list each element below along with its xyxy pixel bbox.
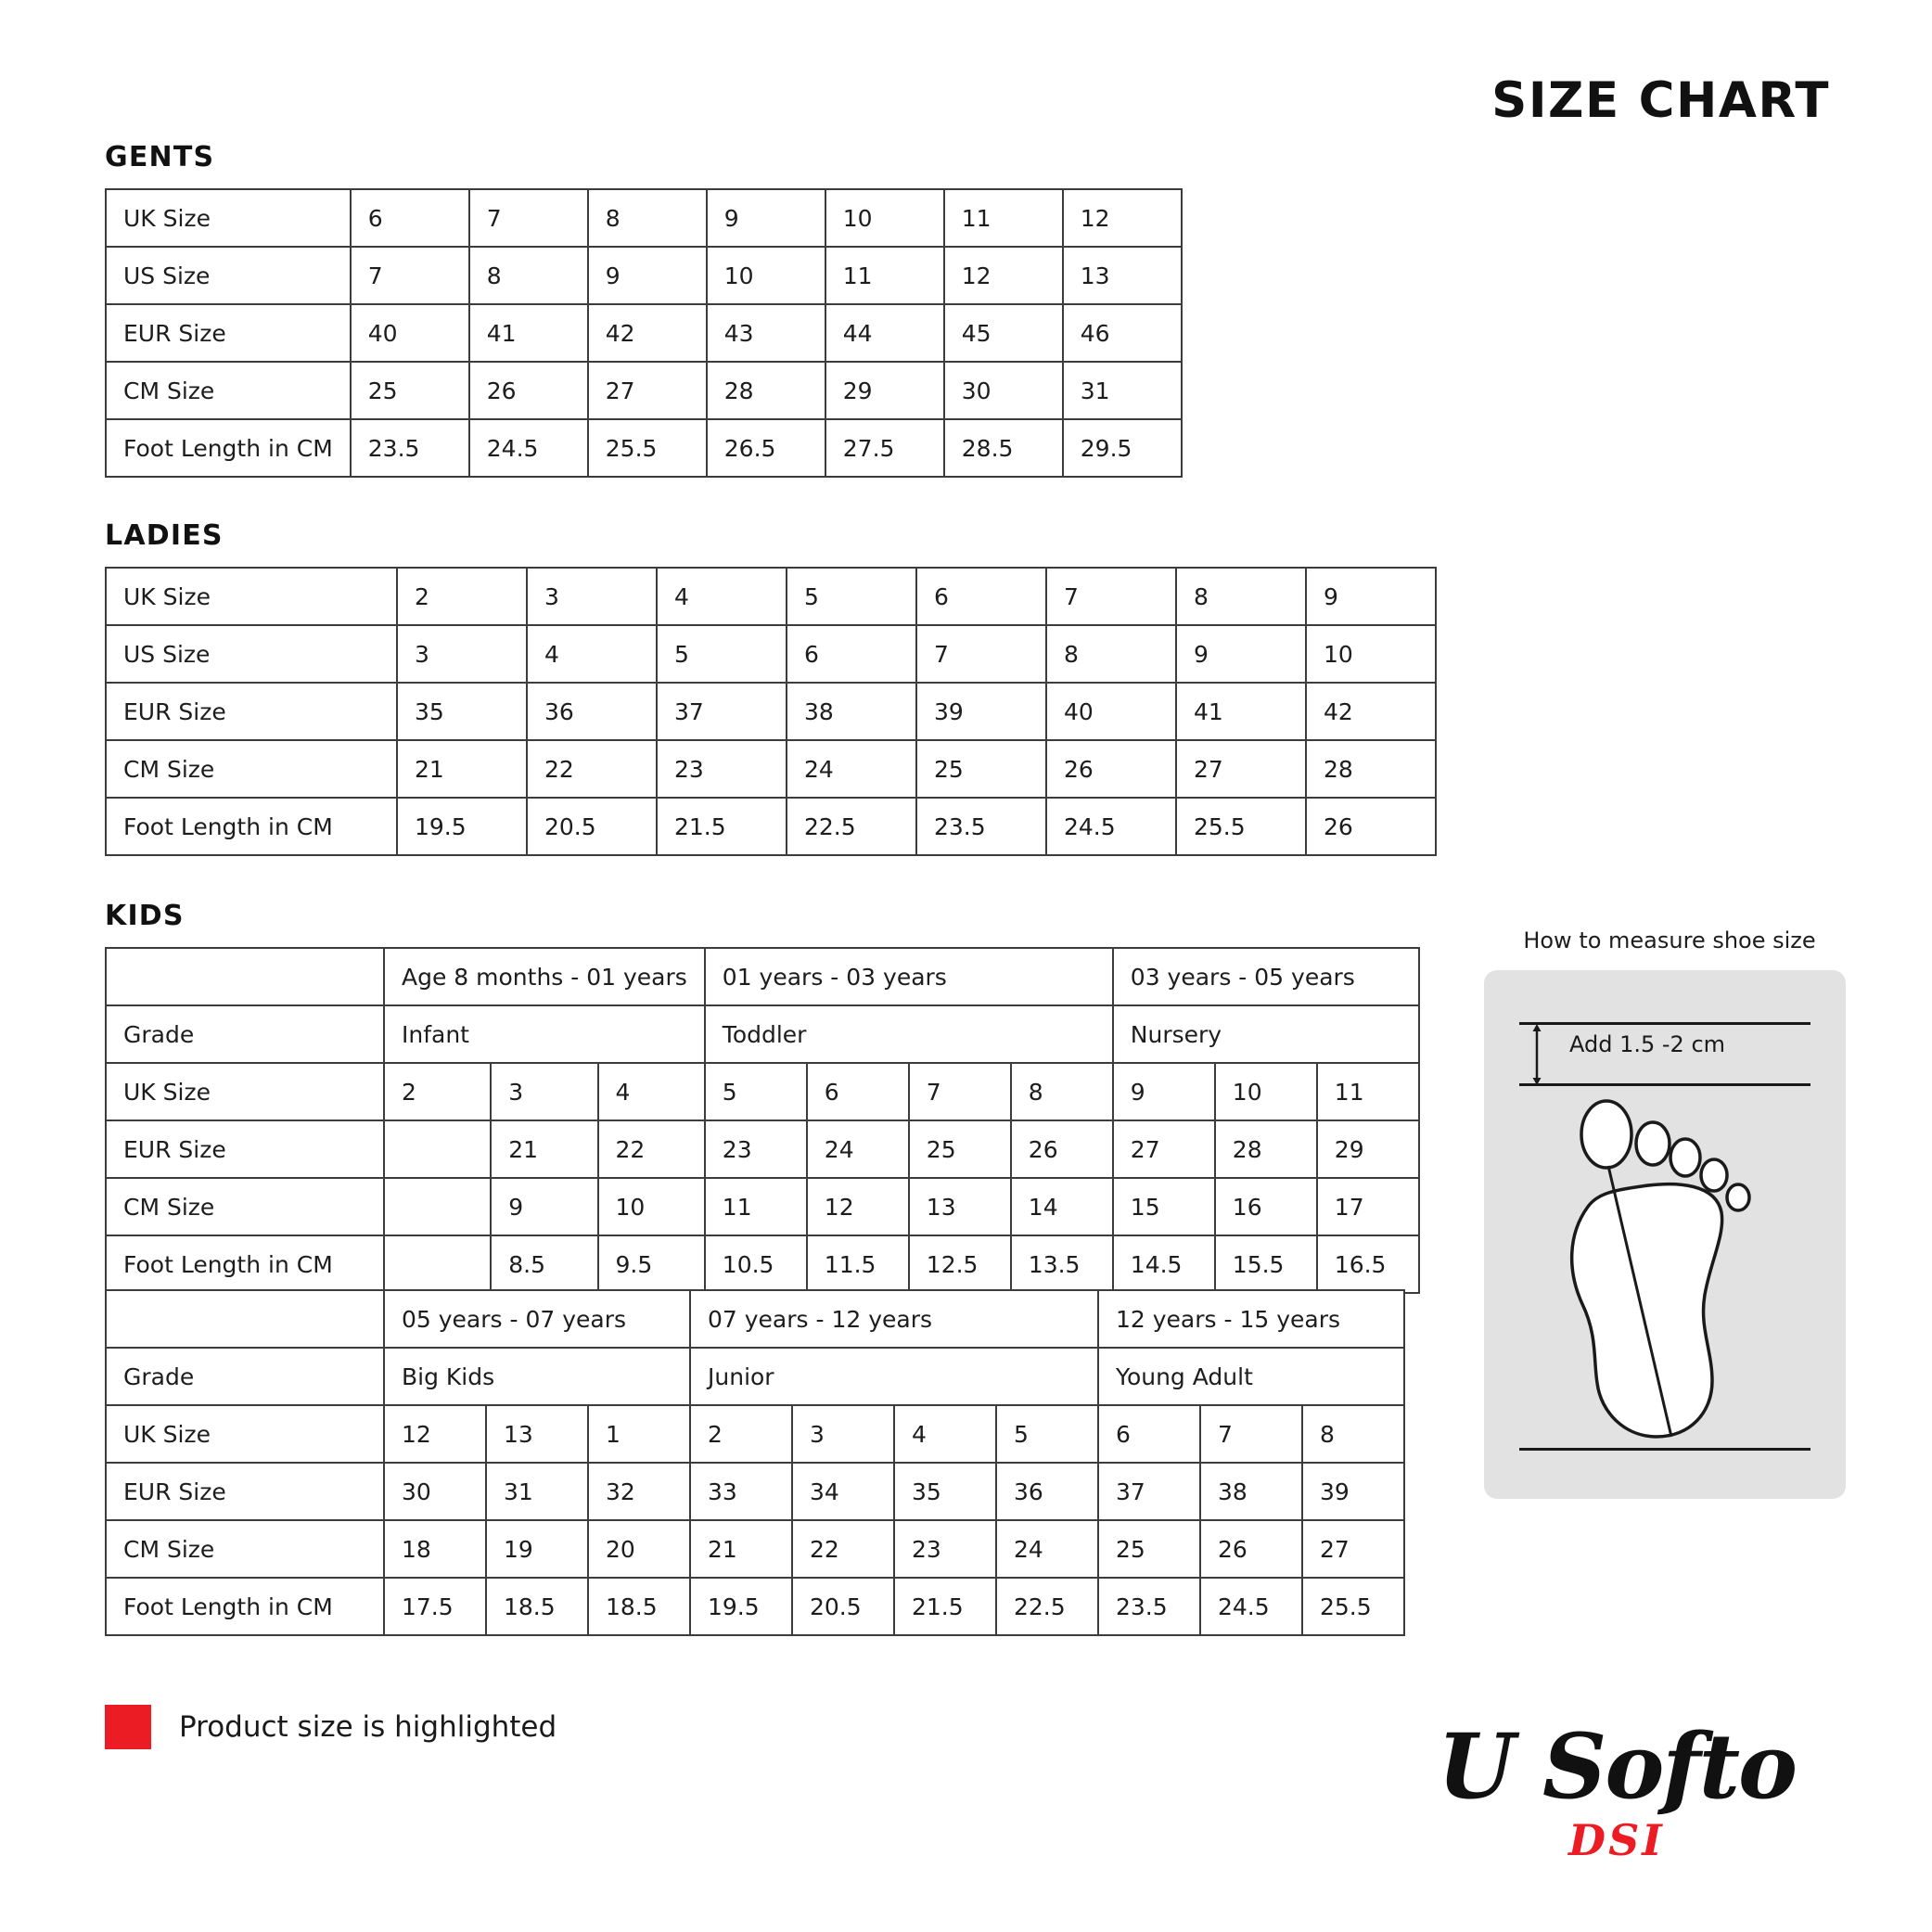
kids-young-cell: 10	[1215, 1063, 1317, 1120]
gents-row-label: UK Size	[106, 189, 351, 247]
kids-heading: KIDS	[105, 900, 185, 932]
ladies-cell: 23.5	[916, 798, 1046, 855]
kids-young-grade: Nursery	[1113, 1005, 1419, 1063]
legend-label: Product size is highlighted	[179, 1710, 557, 1744]
kids-older-cell: 35	[894, 1463, 996, 1520]
ladies-cell: 21	[397, 740, 527, 798]
kids-older-cell: 18	[384, 1520, 486, 1578]
kids-older-grade-label: Grade	[106, 1348, 384, 1405]
kids-older-grade: Young Adult	[1098, 1348, 1404, 1405]
gents-cell: 7	[469, 189, 588, 247]
kids-young-cell: 16.5	[1317, 1235, 1419, 1293]
ladies-cell: 39	[916, 683, 1046, 740]
gents-cell: 24.5	[469, 419, 588, 477]
table-row	[106, 740, 1436, 798]
kids-young-cell: 10	[598, 1178, 705, 1235]
gents-cell: 23.5	[351, 419, 469, 477]
kids-young-cell: 12	[807, 1178, 909, 1235]
measure-panel	[1484, 928, 1855, 1499]
ladies-cell: 40	[1046, 683, 1176, 740]
kids-older-age-group: 07 years - 12 years	[690, 1290, 1098, 1348]
footprint-icon	[1540, 1095, 1790, 1448]
gents-cell: 42	[588, 304, 707, 362]
table-row	[106, 419, 1182, 477]
kids-young-cell: 15.5	[1215, 1235, 1317, 1293]
kids-older-cell: 7	[1200, 1405, 1302, 1463]
kids-table-older	[105, 1289, 1405, 1636]
gents-cell: 40	[351, 304, 469, 362]
gents-cell: 29	[825, 362, 944, 419]
brand-subname: DSI	[1568, 1815, 1665, 1865]
ladies-cell: 25	[916, 740, 1046, 798]
kids-older-cell: 20.5	[792, 1578, 894, 1635]
gents-cell: 12	[944, 247, 1063, 304]
gents-cell: 9	[588, 247, 707, 304]
table-row	[106, 1063, 1419, 1120]
kids-young-grade-label: Grade	[106, 1005, 384, 1063]
ladies-cell: 42	[1306, 683, 1436, 740]
kids-older-cell: 8	[1302, 1405, 1404, 1463]
table-row	[106, 948, 1419, 1005]
kids-older-cell: 19.5	[690, 1578, 792, 1635]
kids-older-cell: 13	[486, 1405, 588, 1463]
gents-cell: 10	[707, 247, 825, 304]
gents-row-label: US Size	[106, 247, 351, 304]
kids-older-cell: 37	[1098, 1463, 1200, 1520]
kids-older-cell: 2	[690, 1405, 792, 1463]
gents-cell: 27.5	[825, 419, 944, 477]
gents-cell: 30	[944, 362, 1063, 419]
kids-young-row-label: CM Size	[106, 1178, 384, 1235]
table-row	[106, 304, 1182, 362]
gents-row-label: CM Size	[106, 362, 351, 419]
gents-cell: 28.5	[944, 419, 1063, 477]
gents-cell: 12	[1063, 189, 1182, 247]
kids-young-cell: 6	[807, 1063, 909, 1120]
ladies-heading: LADIES	[105, 519, 224, 552]
table-row	[106, 247, 1182, 304]
kids-older-cell: 32	[588, 1463, 690, 1520]
ladies-cell: 8	[1176, 568, 1306, 625]
ladies-cell: 37	[657, 683, 787, 740]
table-row	[106, 1005, 1419, 1063]
kids-older-cell: 27	[1302, 1520, 1404, 1578]
kids-young-cell: 25	[909, 1120, 1011, 1178]
kids-older-cell: 20	[588, 1520, 690, 1578]
ladies-cell: 19.5	[397, 798, 527, 855]
ladies-cell: 28	[1306, 740, 1436, 798]
table-row	[106, 683, 1436, 740]
gents-cell: 9	[707, 189, 825, 247]
kids-older-cell: 21	[690, 1520, 792, 1578]
ladies-cell: 41	[1176, 683, 1306, 740]
ladies-cell: 2	[397, 568, 527, 625]
kids-older-cell: 26	[1200, 1520, 1302, 1578]
gents-cell: 44	[825, 304, 944, 362]
kids-older-cell: 31	[486, 1463, 588, 1520]
gents-cell: 6	[351, 189, 469, 247]
gents-cell: 11	[944, 189, 1063, 247]
kids-young-cell: 13.5	[1011, 1235, 1113, 1293]
kids-older-row-label: EUR Size	[106, 1463, 384, 1520]
kids-older-cell: 4	[894, 1405, 996, 1463]
kids-older-cell: 21.5	[894, 1578, 996, 1635]
kids-young-cell: 8	[1011, 1063, 1113, 1120]
ladies-cell: 3	[527, 568, 657, 625]
ladies-table	[105, 567, 1437, 856]
kids-older-age-group: 05 years - 07 years	[384, 1290, 690, 1348]
ladies-cell: 26	[1306, 798, 1436, 855]
gents-cell: 25	[351, 362, 469, 419]
kids-section-older	[105, 1289, 1405, 1636]
kids-older-row-label: CM Size	[106, 1520, 384, 1578]
ladies-row-label: UK Size	[106, 568, 397, 625]
kids-older-cell: 12	[384, 1405, 486, 1463]
kids-older-cell: 6	[1098, 1405, 1200, 1463]
table-row	[106, 625, 1436, 683]
gents-cell: 25.5	[588, 419, 707, 477]
ladies-cell: 26	[1046, 740, 1176, 798]
gents-cell: 8	[469, 247, 588, 304]
ladies-cell: 22.5	[787, 798, 916, 855]
kids-young-cell: 4	[598, 1063, 705, 1120]
gents-section	[105, 141, 1183, 478]
kids-young-cell: 7	[909, 1063, 1011, 1120]
kids-young-cell	[384, 1235, 491, 1293]
ladies-cell: 7	[916, 625, 1046, 683]
table-row	[106, 1235, 1419, 1293]
kids-older-cell: 33	[690, 1463, 792, 1520]
kids-older-cell: 24.5	[1200, 1578, 1302, 1635]
ladies-cell: 24.5	[1046, 798, 1176, 855]
ladies-cell: 4	[657, 568, 787, 625]
kids-older-cell: 22	[792, 1520, 894, 1578]
gents-row-label: EUR Size	[106, 304, 351, 362]
kids-older-grade: Big Kids	[384, 1348, 690, 1405]
gents-cell: 31	[1063, 362, 1182, 419]
kids-older-cell: 3	[792, 1405, 894, 1463]
gents-cell: 27	[588, 362, 707, 419]
gents-cell: 13	[1063, 247, 1182, 304]
kids-older-cell: 38	[1200, 1463, 1302, 1520]
table-row	[106, 568, 1436, 625]
ladies-row-label: CM Size	[106, 740, 397, 798]
gents-row-label: Foot Length in CM	[106, 419, 351, 477]
ladies-cell: 21.5	[657, 798, 787, 855]
kids-young-cell: 10.5	[705, 1235, 807, 1293]
ladies-cell: 6	[916, 568, 1046, 625]
kids-young-row-label: EUR Size	[106, 1120, 384, 1178]
kids-young-cell: 9	[491, 1178, 597, 1235]
ladies-row-label: Foot Length in CM	[106, 798, 397, 855]
brand-logo	[1403, 1714, 1830, 1865]
kids-young-cell: 3	[491, 1063, 597, 1120]
kids-young-cell: 8.5	[491, 1235, 597, 1293]
legend-color-swatch	[105, 1705, 151, 1749]
ladies-row-label: US Size	[106, 625, 397, 683]
kids-older-cell: 18.5	[486, 1578, 588, 1635]
ladies-cell: 8	[1046, 625, 1176, 683]
ladies-cell: 35	[397, 683, 527, 740]
kids-young-cell: 5	[705, 1063, 807, 1120]
kids-older-cell: 5	[996, 1405, 1098, 1463]
legend	[105, 1705, 557, 1749]
kids-table-young	[105, 947, 1420, 1294]
kids-older-grade: Junior	[690, 1348, 1098, 1405]
kids-young-cell	[384, 1120, 491, 1178]
kids-young-cell: 28	[1215, 1120, 1317, 1178]
ladies-cell: 6	[787, 625, 916, 683]
table-row	[106, 1290, 1404, 1348]
gents-cell: 26	[469, 362, 588, 419]
kids-older-row-label: UK Size	[106, 1405, 384, 1463]
ladies-cell: 38	[787, 683, 916, 740]
kids-young-grade: Infant	[384, 1005, 705, 1063]
gents-cell: 26.5	[707, 419, 825, 477]
measure-illustration	[1484, 970, 1846, 1499]
kids-older-cell: 17.5	[384, 1578, 486, 1635]
gents-cell: 11	[825, 247, 944, 304]
kids-older-cell: 34	[792, 1463, 894, 1520]
table-row	[106, 1578, 1404, 1635]
kids-young-cell: 27	[1113, 1120, 1215, 1178]
kids-older-cell: 23.5	[1098, 1578, 1200, 1635]
ladies-cell: 24	[787, 740, 916, 798]
kids-young-cell	[384, 1178, 491, 1235]
measure-caption: How to measure shoe size	[1523, 928, 1816, 953]
kids-young-cell: 11	[1317, 1063, 1419, 1120]
gents-cell: 43	[707, 304, 825, 362]
ladies-cell: 9	[1176, 625, 1306, 683]
measure-rule-bottom	[1519, 1448, 1810, 1451]
gents-cell: 41	[469, 304, 588, 362]
kids-older-cell: 23	[894, 1520, 996, 1578]
kids-older-cell: 30	[384, 1463, 486, 1520]
kids-young-cell: 23	[705, 1120, 807, 1178]
table-row	[106, 362, 1182, 419]
kids-young-cell: 9	[1113, 1063, 1215, 1120]
ladies-cell: 23	[657, 740, 787, 798]
kids-young-row-label: Foot Length in CM	[106, 1235, 384, 1293]
kids-young-corner-cell	[106, 948, 384, 1005]
kids-young-cell: 22	[598, 1120, 705, 1178]
measure-rule-top	[1519, 1022, 1810, 1025]
kids-older-cell: 25.5	[1302, 1578, 1404, 1635]
kids-young-cell: 16	[1215, 1178, 1317, 1235]
kids-older-cell: 39	[1302, 1463, 1404, 1520]
ladies-cell: 27	[1176, 740, 1306, 798]
kids-young-cell: 11	[705, 1178, 807, 1235]
kids-young-age-group: 03 years - 05 years	[1113, 948, 1419, 1005]
kids-young-cell: 9.5	[598, 1235, 705, 1293]
gents-table	[105, 188, 1183, 478]
kids-young-cell: 13	[909, 1178, 1011, 1235]
kids-older-cell: 25	[1098, 1520, 1200, 1578]
kids-young-cell: 2	[384, 1063, 491, 1120]
kids-section	[105, 900, 1420, 1294]
table-row	[106, 1520, 1404, 1578]
ladies-cell: 5	[787, 568, 916, 625]
gents-cell: 8	[588, 189, 707, 247]
kids-older-age-group: 12 years - 15 years	[1098, 1290, 1404, 1348]
table-row	[106, 1178, 1419, 1235]
kids-older-cell: 36	[996, 1463, 1098, 1520]
kids-young-cell: 26	[1011, 1120, 1113, 1178]
ladies-cell: 5	[657, 625, 787, 683]
ladies-cell: 22	[527, 740, 657, 798]
gents-cell: 28	[707, 362, 825, 419]
kids-young-cell: 14	[1011, 1178, 1113, 1235]
gents-heading: GENTS	[105, 141, 215, 173]
measure-note: Add 1.5 -2 cm	[1569, 1031, 1726, 1057]
kids-young-cell: 14.5	[1113, 1235, 1215, 1293]
measure-rule-mid	[1519, 1083, 1810, 1086]
kids-older-cell: 1	[588, 1405, 690, 1463]
kids-older-cell: 24	[996, 1520, 1098, 1578]
ladies-cell: 3	[397, 625, 527, 683]
kids-older-row-label: Foot Length in CM	[106, 1578, 384, 1635]
ladies-cell: 36	[527, 683, 657, 740]
kids-young-age-group: Age 8 months - 01 years	[384, 948, 705, 1005]
gents-cell: 45	[944, 304, 1063, 362]
kids-young-cell: 24	[807, 1120, 909, 1178]
kids-young-row-label: UK Size	[106, 1063, 384, 1120]
kids-older-cell: 22.5	[996, 1578, 1098, 1635]
kids-young-cell: 11.5	[807, 1235, 909, 1293]
gents-cell: 7	[351, 247, 469, 304]
ladies-cell: 25.5	[1176, 798, 1306, 855]
kids-older-cell: 19	[486, 1520, 588, 1578]
vertical-arrow-icon	[1530, 1024, 1543, 1085]
kids-young-cell: 15	[1113, 1178, 1215, 1235]
ladies-section	[105, 519, 1437, 856]
ladies-cell: 7	[1046, 568, 1176, 625]
kids-young-cell: 29	[1317, 1120, 1419, 1178]
ladies-cell: 20.5	[527, 798, 657, 855]
kids-young-age-group: 01 years - 03 years	[705, 948, 1113, 1005]
kids-older-cell: 18.5	[588, 1578, 690, 1635]
ladies-cell: 9	[1306, 568, 1436, 625]
table-row	[106, 1463, 1404, 1520]
brand-name: U Softo	[1437, 1714, 1797, 1819]
table-row	[106, 1405, 1404, 1463]
table-row	[106, 1348, 1404, 1405]
ladies-row-label: EUR Size	[106, 683, 397, 740]
kids-young-cell: 21	[491, 1120, 597, 1178]
table-row	[106, 1120, 1419, 1178]
gents-cell: 46	[1063, 304, 1182, 362]
page-title: SIZE CHART	[1491, 72, 1830, 129]
ladies-cell: 4	[527, 625, 657, 683]
gents-cell: 29.5	[1063, 419, 1182, 477]
kids-young-grade: Toddler	[705, 1005, 1113, 1063]
table-row	[106, 189, 1182, 247]
table-row	[106, 798, 1436, 855]
kids-older-corner-cell	[106, 1290, 384, 1348]
gents-cell: 10	[825, 189, 944, 247]
kids-young-cell: 12.5	[909, 1235, 1011, 1293]
kids-young-cell: 17	[1317, 1178, 1419, 1235]
ladies-cell: 10	[1306, 625, 1436, 683]
